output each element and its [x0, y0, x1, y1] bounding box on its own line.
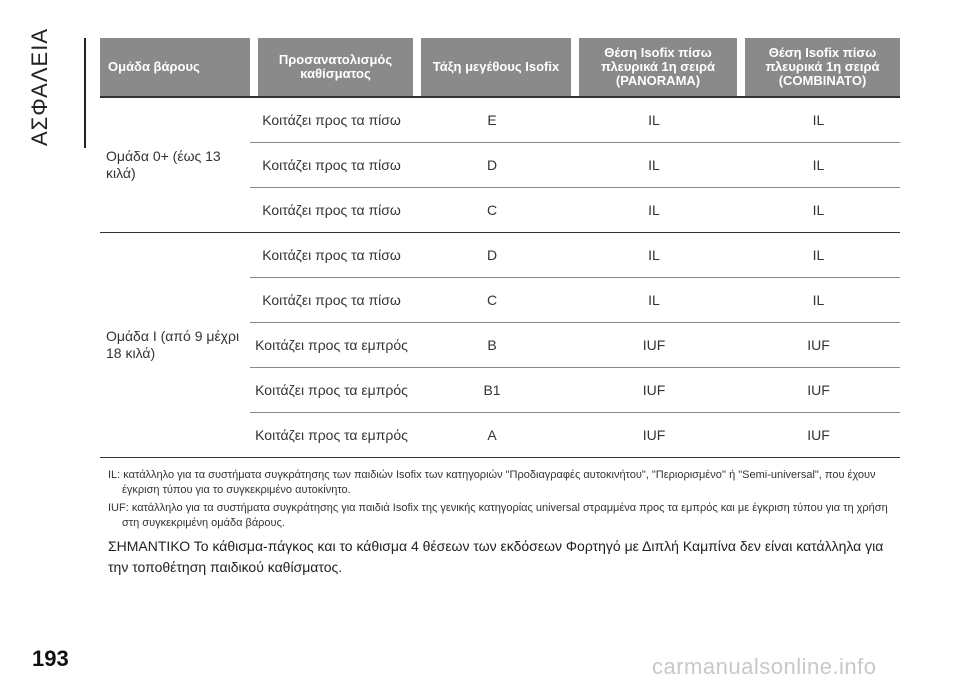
orientation-cell: Κοιτάζει προς τα εμπρός [250, 413, 413, 458]
section-title [20, 27, 60, 147]
orientation-cell: Κοιτάζει προς τα εμπρός [250, 323, 413, 368]
size-cell: D [413, 143, 571, 188]
table-row [100, 233, 900, 278]
combinato-cell: IL [737, 278, 900, 323]
orientation-cell: Κοιτάζει προς τα πίσω [250, 188, 413, 233]
isofix-table [100, 38, 900, 458]
section-title-text: ΑΣΦΑΛΕΙΑ [27, 27, 52, 147]
combinato-cell: IL [737, 97, 900, 143]
size-cell: C [413, 278, 571, 323]
panorama-cell: IUF [571, 413, 737, 458]
combinato-cell: IL [737, 143, 900, 188]
combinato-cell: IL [737, 233, 900, 278]
orientation-cell: Κοιτάζει προς τα πίσω [250, 143, 413, 188]
panorama-cell: IUF [571, 323, 737, 368]
panorama-cell: IL [571, 278, 737, 323]
combinato-cell: IL [737, 188, 900, 233]
size-cell: B [413, 323, 571, 368]
important-notice: ΣΗΜΑΝΤΙΚΟ Το κάθισμα-πάγκος και το κάθισμα 4 θέσεων των εκδόσεων Φορτηγό με Διπλή Καμπίνα δεν είναι κατάλληλα για την τοποθέτηση παιδικού καθίσματος. [108, 538, 884, 575]
orientation-cell: Κοιτάζει προς τα πίσω [250, 233, 413, 278]
combinato-cell: IUF [737, 413, 900, 458]
header-isofix-size: Τάξη μεγέθους Isofix [421, 38, 571, 97]
weight-group-cell: Ομάδα I (από 9 μέχρι 18 κιλά) [100, 233, 250, 458]
panorama-cell: IUF [571, 368, 737, 413]
panorama-cell: IL [571, 143, 737, 188]
weight-group-cell: Ομάδα 0+ (έως 13 κιλά) [100, 97, 250, 233]
table-header-row [100, 38, 900, 97]
orientation-cell: Κοιτάζει προς τα εμπρός [250, 368, 413, 413]
header-orientation: Προσανατολισμός καθίσματος [258, 38, 413, 97]
size-cell: B1 [413, 368, 571, 413]
panorama-cell: IL [571, 97, 737, 143]
section-rule [84, 38, 86, 148]
size-cell: D [413, 233, 571, 278]
panorama-cell: IL [571, 188, 737, 233]
orientation-cell: Κοιτάζει προς τα πίσω [250, 97, 413, 143]
panorama-cell: IL [571, 233, 737, 278]
orientation-cell: Κοιτάζει προς τα πίσω [250, 278, 413, 323]
table-row [100, 97, 900, 143]
combinato-cell: IUF [737, 368, 900, 413]
combinato-cell: IUF [737, 323, 900, 368]
header-panorama: Θέση Isofix πίσω πλευρικά 1η σειρά (PANORAMA) [579, 38, 737, 97]
note-iuf: IUF: κατάλληλο για τα συστήματα συγκράτησης για παιδιά Isofix της γενικής κατηγορίας universal στραμμένα προς τα εμπρός και με έγκριση τύπου για τη χρήση στη συγκεκριμένη ομάδα βάρους. [108, 502, 888, 529]
size-cell: E [413, 97, 571, 143]
size-cell: A [413, 413, 571, 458]
page-number: 193 [32, 646, 69, 671]
header-combinato: Θέση Isofix πίσω πλευρικά 1η σειρά (COMBINATO) [745, 38, 900, 97]
header-weight-group: Ομάδα βάρους [100, 38, 250, 97]
watermark: carmanualsonline.info [652, 654, 877, 679]
size-cell: C [413, 188, 571, 233]
table-notes [108, 468, 898, 534]
note-il: IL: κατάλληλο για τα συστήματα συγκράτησης των παιδιών Isofix των κατηγοριών "Προδιαγραφές αυτοκινήτου", "Περιορισμένο'' ή "Semi-universal", που έχουν έγκριση τύπου για το συγκεκριμένο αυτοκίνητο. [108, 469, 876, 496]
